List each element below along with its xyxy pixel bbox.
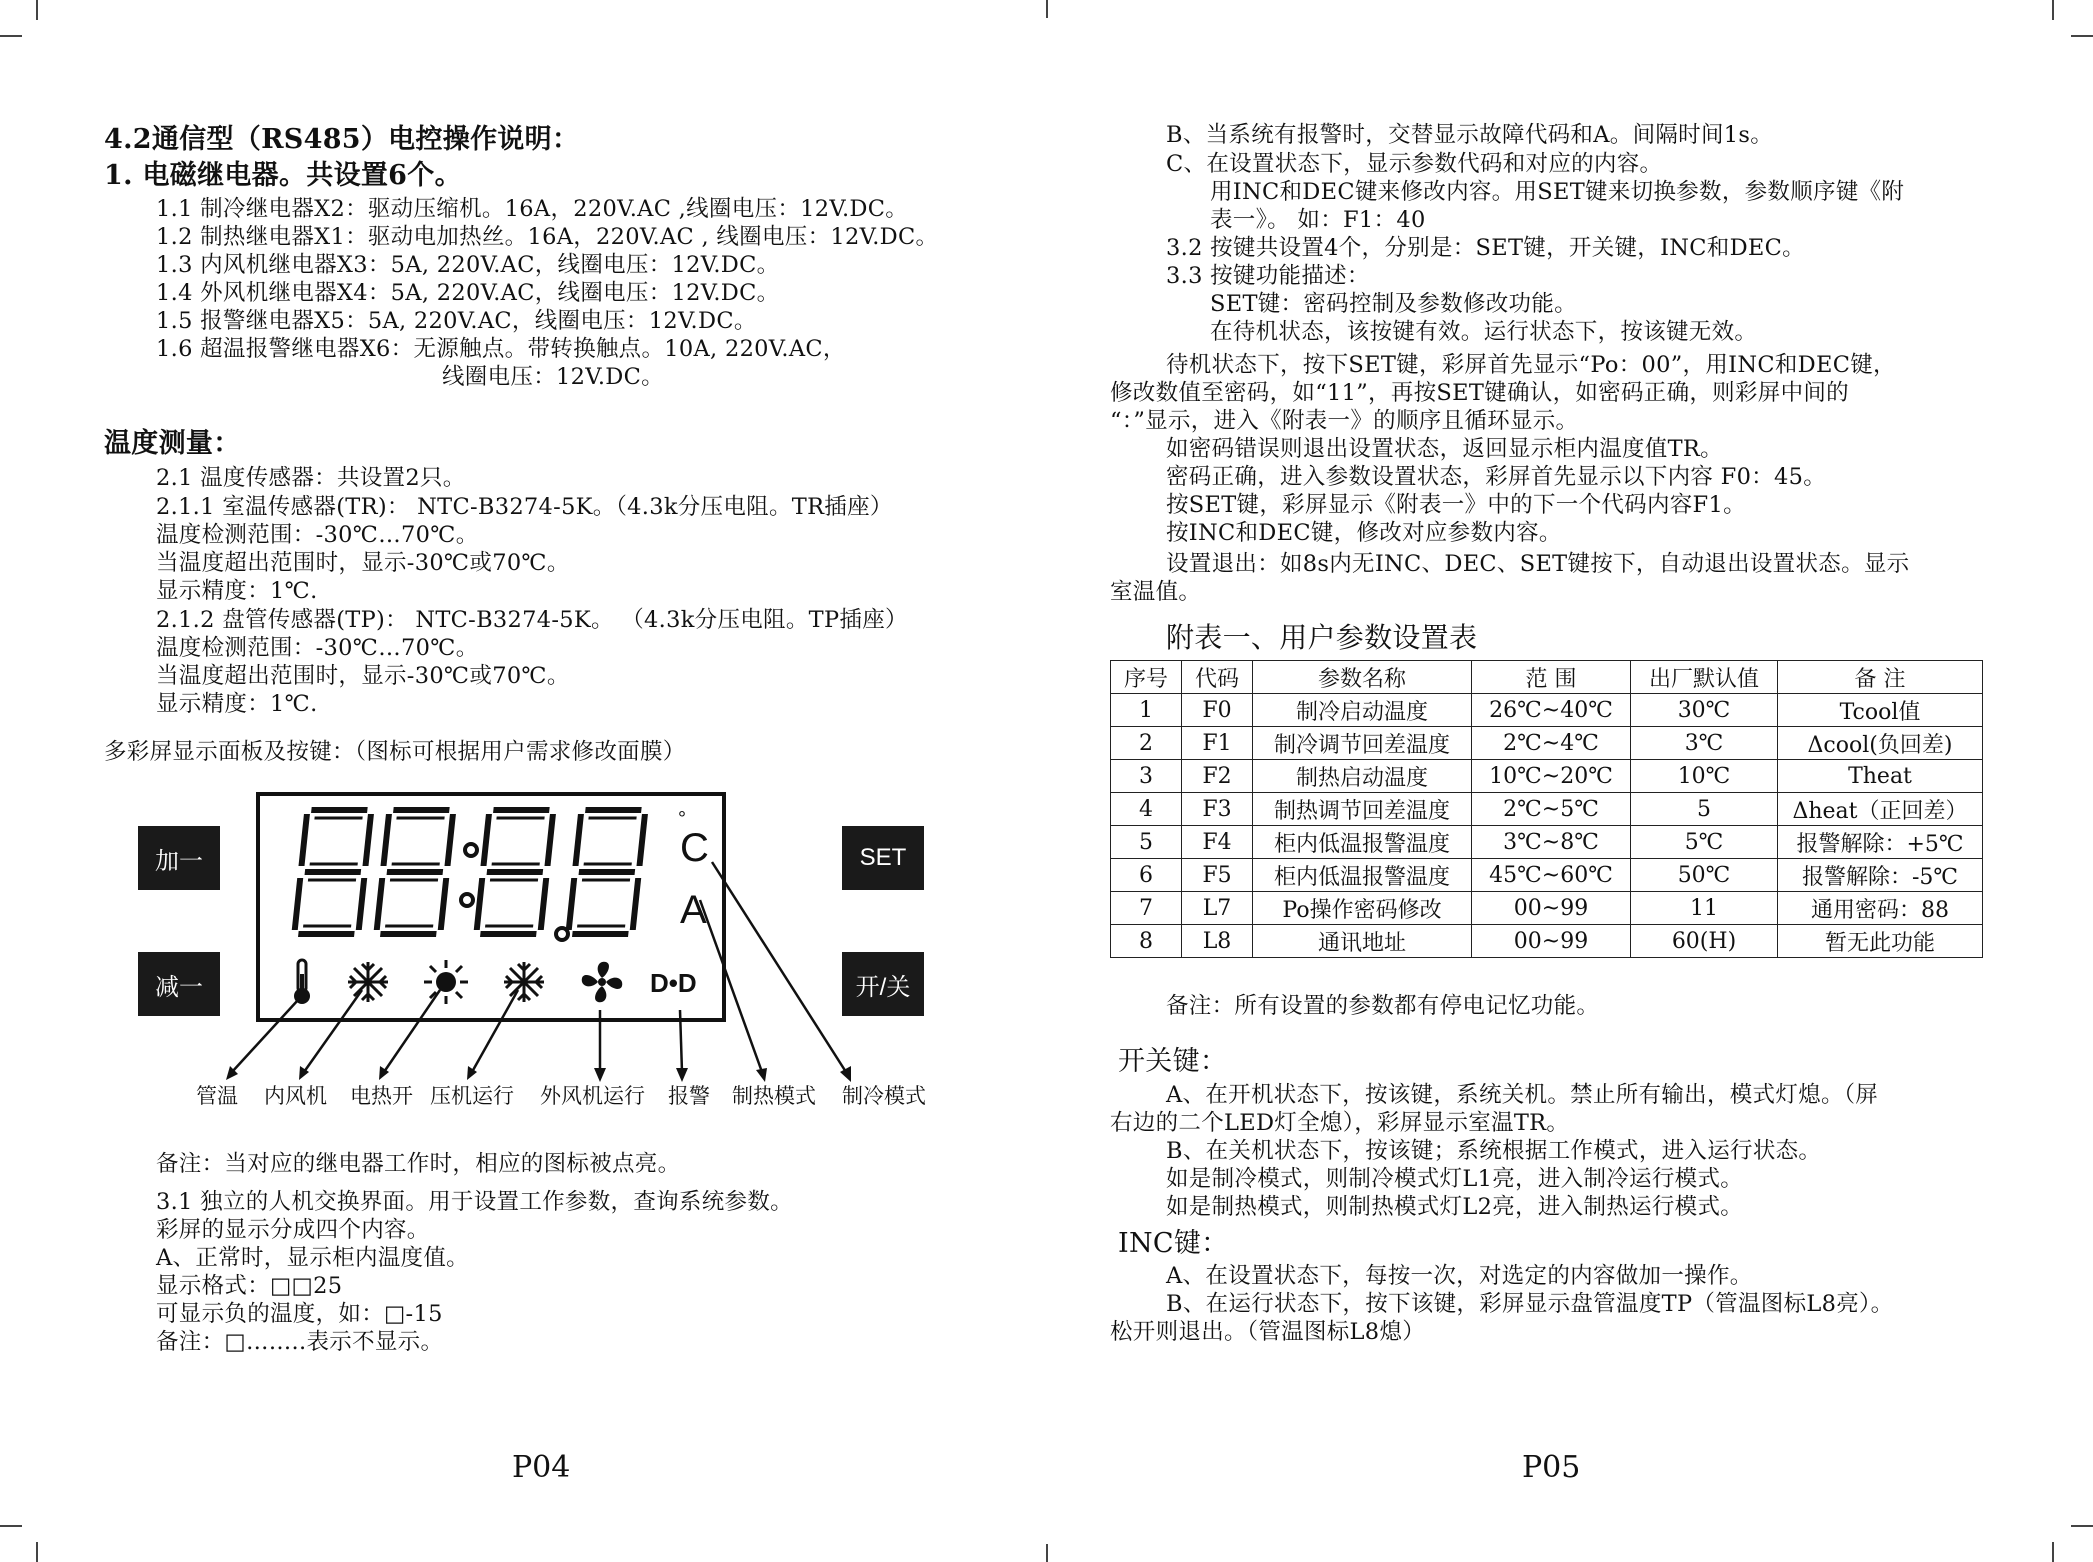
cell: 45℃~60℃	[1472, 859, 1631, 892]
cell: 2℃~4℃	[1472, 727, 1631, 760]
cell: Tcool值	[1778, 694, 1983, 727]
cell: 柜内低温报警温度	[1253, 859, 1472, 892]
cell: 制热启动温度	[1253, 760, 1472, 793]
section3-line: 备注：□……..表示不显示。	[156, 1329, 444, 1355]
onoff-title: 开关键：	[1118, 1046, 1228, 1077]
table-row	[1111, 859, 1983, 892]
set-key[interactable]: SET	[842, 826, 924, 890]
cell: 制热调节回差温度	[1253, 793, 1472, 826]
cell: 00~99	[1472, 892, 1631, 925]
body-line: 设置退出：如8s内无INC、DEC、SET键按下，自动退出设置状态。显示	[1166, 551, 1910, 577]
cell: 50℃	[1631, 859, 1778, 892]
body-line: 如密码错误则退出设置状态，返回显示柜内温度值TR。	[1166, 436, 1723, 462]
celsius-indicator: C	[680, 826, 709, 870]
indicator-label: 外风机运行	[540, 1084, 645, 1108]
inc-key[interactable]: 加一	[138, 826, 220, 890]
body-line: SET键：密码控制及参数修改功能。	[1210, 291, 1577, 317]
section3-line: 3.1 独立的人机交换界面。用于设置工作参数，查询系统参数。	[156, 1189, 793, 1215]
table-note: 备注：所有设置的参数都有停电记忆功能。	[1166, 993, 1600, 1019]
indicator-label: 管温	[196, 1084, 238, 1108]
cell: 暂无此功能	[1778, 925, 1983, 958]
onoff-line: 如是制冷模式，则制冷模式灯L1亮，进入制冷运行模式。	[1166, 1166, 1744, 1192]
temp-line: 显示精度：1℃.	[156, 691, 318, 717]
relay-item: 1.1 制冷继电器X2：驱动压缩机。16A，220V.AC ,线圈电压：12V.DC。	[156, 196, 909, 222]
temp-line: 当温度超出范围时，显示-30℃或70℃。	[156, 550, 570, 576]
relay-item: 1.4 外风机继电器X4：5A, 220V.AC，线圈电压：12V.DC。	[156, 280, 780, 306]
relay-item: 线圈电压：12V.DC。	[442, 364, 664, 390]
indicator-label: 制冷模式	[842, 1084, 926, 1108]
col-header: 序号	[1111, 661, 1182, 694]
onoff-line: A、在开机状态下，按该键，系统关机。禁止所有输出，模式灯熄。（屏	[1166, 1082, 1879, 1108]
temperature-title: 温度测量：	[104, 428, 241, 459]
cell: F3	[1182, 793, 1253, 826]
body-line: 待机状态下，按下SET键，彩屏首先显示“Po：00”，用INC和DEC键，	[1166, 352, 1896, 378]
cell: 11	[1631, 892, 1778, 925]
indicator-label: 压机运行	[430, 1084, 514, 1108]
onoff-key[interactable]: 开/关	[842, 952, 924, 1016]
temp-line: 2.1.1 室温传感器(TR)： NTC-B3274-5K。（4.3k分压电阻。TR插座）	[156, 494, 893, 520]
relay-item: 1.6 超温报警继电器X6：无源触点。带转换触点。10A, 220V.AC，	[156, 336, 846, 362]
cell: L8	[1182, 925, 1253, 958]
cell: 通讯地址	[1253, 925, 1472, 958]
inc-line: 松开则退出。（管温图标L8熄）	[1110, 1319, 1426, 1345]
cell: 60(H)	[1631, 925, 1778, 958]
inc-line: B、在运行状态下，按下该键，彩屏显示盘管温度TP（管温图标L8亮）。	[1166, 1291, 1894, 1317]
table-header-row	[1111, 661, 1983, 694]
body-line: B、当系统有报警时，交替显示故障代码和A。间隔时间1s。	[1166, 122, 1774, 148]
section3-line: 可显示负的温度，如：□-15	[156, 1301, 443, 1327]
cell: Theat	[1778, 760, 1983, 793]
cell: Δcool(负回差)	[1778, 727, 1983, 760]
dec-key[interactable]: 减一	[138, 952, 220, 1016]
cell: 5	[1111, 826, 1182, 859]
body-line: 3.3 按键功能描述：	[1166, 263, 1370, 289]
cell: 5	[1631, 793, 1778, 826]
cell: 5℃	[1631, 826, 1778, 859]
section-heading: 4.2通信型（RS485）电控操作说明：	[104, 124, 580, 155]
body-line: 修改数值至密码，如“11”，再按SET键确认，如密码正确，则彩屏中间的	[1110, 380, 1849, 406]
col-header: 出厂默认值	[1631, 661, 1778, 694]
cell: 通用密码：88	[1778, 892, 1983, 925]
cell: 2℃~5℃	[1472, 793, 1631, 826]
degree-symbol: °	[678, 808, 686, 830]
cell: F0	[1182, 694, 1253, 727]
relays-title: 1. 电磁继电器。共设置6个。	[104, 160, 462, 191]
col-header: 备 注	[1778, 661, 1983, 694]
inc-title: INC键：	[1118, 1228, 1229, 1259]
left-page	[0, 0, 1046, 1562]
cell: F4	[1182, 826, 1253, 859]
col-header: 代码	[1182, 661, 1253, 694]
cell: 26℃~40℃	[1472, 694, 1631, 727]
col-header: 参数名称	[1253, 661, 1472, 694]
indicator-label: 报警	[668, 1084, 710, 1108]
relay-item: 1.2 制热继电器X1：驱动电加热丝。16A，220V.AC , 线圈电压：12V.DC。	[156, 224, 939, 250]
body-line: 表一》。 如：F1：40	[1210, 207, 1426, 233]
table-row	[1111, 760, 1983, 793]
cell: 30℃	[1631, 694, 1778, 727]
indicator-label: 制热模式	[732, 1084, 816, 1108]
cell: 8	[1111, 925, 1182, 958]
alarm-icon: D•D	[650, 968, 697, 998]
body-line: 密码正确，进入参数设置状态，彩屏首先显示以下内容 F0：45。	[1166, 464, 1827, 490]
table-row	[1111, 727, 1983, 760]
body-line: 按INC和DEC键，修改对应参数内容。	[1166, 520, 1562, 546]
cell: 报警解除：+5℃	[1778, 826, 1983, 859]
panel-note: 备注：当对应的继电器工作时，相应的图标被点亮。	[156, 1151, 681, 1177]
cell: Δheat（正回差）	[1778, 793, 1983, 826]
cell: 10℃~20℃	[1472, 760, 1631, 793]
relay-item: 1.5 报警继电器X5：5A, 220V.AC，线圈电压：12V.DC。	[156, 308, 757, 334]
body-line: “：”显示，进入《附表一》的顺序且循环显示。	[1110, 408, 1579, 434]
body-line: 在待机状态，该按键有效。运行状态下，按该键无效。	[1210, 319, 1758, 345]
body-line: 3.2 按键共设置4个，分别是：SET键，开关键，INC和DEC。	[1166, 235, 1805, 261]
cell: 制冷启动温度	[1253, 694, 1472, 727]
table-row	[1111, 925, 1983, 958]
cell: 制冷调节回差温度	[1253, 727, 1472, 760]
page-number: P05	[1522, 1450, 1581, 1485]
page-number: P04	[512, 1450, 571, 1485]
cell: 3	[1111, 760, 1182, 793]
cell: 4	[1111, 793, 1182, 826]
cell: F2	[1182, 760, 1253, 793]
cell: 00~99	[1472, 925, 1631, 958]
temp-line: 2.1.2 盘管传感器(TP)： NTC-B3274-5K。 （4.3k分压电阻。TP插座）	[156, 607, 908, 633]
body-line: 用INC和DEC键来修改内容。用SET键来切换参数，参数顺序键《附	[1210, 179, 1905, 205]
cell: F1	[1182, 727, 1253, 760]
table-row	[1111, 793, 1983, 826]
section3-line: 显示格式：□□25	[156, 1273, 343, 1299]
cell: 7	[1111, 892, 1182, 925]
cell: Po操作密码修改	[1253, 892, 1472, 925]
cell: 柜内低温报警温度	[1253, 826, 1472, 859]
section3-line: 彩屏的显示分成四个内容。	[156, 1217, 430, 1243]
cell: 3℃	[1631, 727, 1778, 760]
cell: 10℃	[1631, 760, 1778, 793]
temp-line: 当温度超出范围时，显示-30℃或70℃。	[156, 663, 570, 689]
cell: F5	[1182, 859, 1253, 892]
relay-item: 1.3 内风机继电器X3：5A, 220V.AC，线圈电压：12V.DC。	[156, 252, 780, 278]
cell: 3℃~8℃	[1472, 826, 1631, 859]
inc-line: A、在设置状态下，每按一次，对选定的内容做加一操作。	[1166, 1263, 1753, 1289]
indicator-label: 内风机	[264, 1084, 327, 1108]
table-row	[1111, 826, 1983, 859]
temp-line: 温度检测范围：-30℃…70℃。	[156, 522, 479, 548]
body-line: 按SET键，彩屏显示《附表一》中的下一个代码内容F1。	[1166, 492, 1746, 518]
indicator-pointer-lines	[0, 0, 1046, 1120]
cell: 6	[1111, 859, 1182, 892]
cell: 1	[1111, 694, 1182, 727]
table-row	[1111, 892, 1983, 925]
temp-line: 温度检测范围：-30℃…70℃。	[156, 635, 479, 661]
onoff-line: B、在关机状态下，按该键；系统根据工作模式，进入运行状态。	[1166, 1138, 1822, 1164]
cell: 2	[1111, 727, 1182, 760]
temp-line: 显示精度：1℃.	[156, 578, 318, 604]
section3-line: A、正常时，显示柜内温度值。	[156, 1245, 469, 1271]
table-row	[1111, 694, 1983, 727]
cell: 报警解除：-5℃	[1778, 859, 1983, 892]
temp-line: 2.1 温度传感器：共设置2只。	[156, 465, 466, 491]
onoff-line: 右边的二个LED灯全熄），彩屏显示室温TR。	[1110, 1110, 1570, 1136]
indicator-label: 电热开	[350, 1084, 413, 1108]
cell: L7	[1182, 892, 1253, 925]
body-line: C、在设置状态下，显示参数代码和对应的内容。	[1166, 151, 1663, 177]
panel-caption: 多彩屏显示面板及按键：（图标可根据用户需求修改面膜）	[104, 739, 686, 765]
body-line: 室温值。	[1110, 579, 1202, 605]
parameter-table	[1110, 660, 1983, 958]
col-header: 范 围	[1472, 661, 1631, 694]
onoff-line: 如是制热模式，则制热模式灯L2亮，进入制热运行模式。	[1166, 1194, 1744, 1220]
alarm-indicator: A	[680, 888, 707, 932]
table-title: 附表一、用户参数设置表	[1166, 621, 1478, 654]
